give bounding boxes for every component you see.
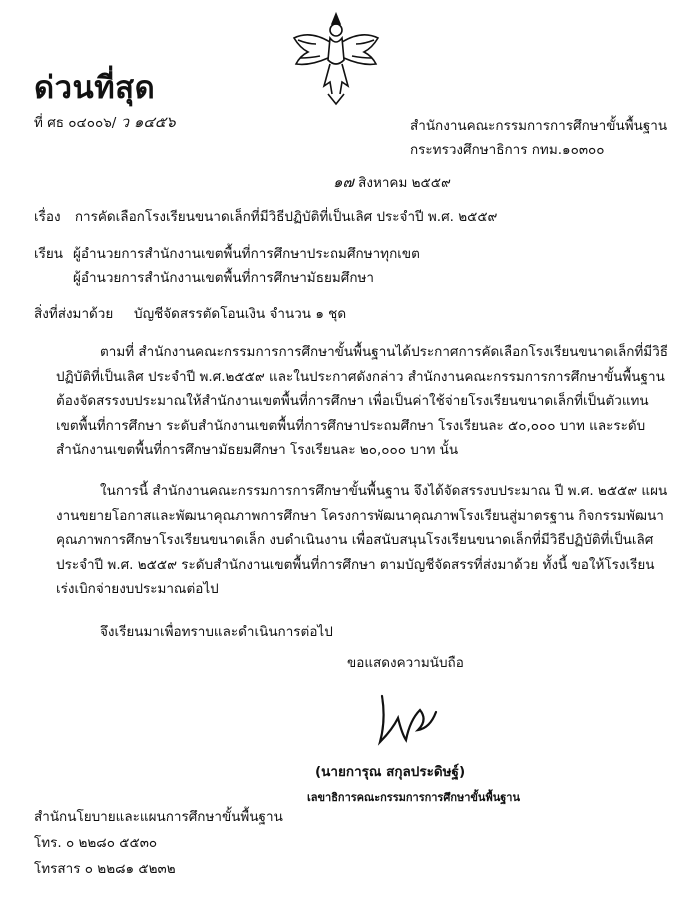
footer-fax: โทรสาร ๐ ๒๒๘๑ ๕๒๓๒ bbox=[34, 861, 176, 877]
date-day-handwritten: ๑๗ bbox=[333, 173, 354, 191]
subject-line bbox=[34, 208, 497, 226]
enclosure-text: บัญชีจัดสรรตัดโอนเงิน จำนวน ๑ ชุด bbox=[134, 306, 347, 322]
signatory-name: (นายการุณ สกุลประดิษฐ์) bbox=[315, 764, 466, 780]
garuda-emblem-icon bbox=[286, 8, 386, 108]
office-address: กระทรวงศึกษาธิการ กทม.๑๐๓๐๐ bbox=[410, 142, 605, 158]
date-month-year: สิงหาคม ๒๕๕๙ bbox=[358, 175, 451, 191]
reference-handwritten: ว ๑๔๕๖ bbox=[120, 113, 176, 131]
subject-label: เรื่อง bbox=[34, 209, 61, 225]
urgency-heading: ด่วนที่สุด bbox=[34, 70, 156, 106]
reference-number bbox=[34, 113, 176, 132]
office-name: สำนักงานคณะกรรมการการศึกษาขั้นพื้นฐาน bbox=[410, 118, 668, 134]
handwritten-signature-icon bbox=[372, 690, 442, 750]
recipient-line-2: ผู้อำนวยการสำนักงานเขตพื้นที่การศึกษามัธยมศึกษา bbox=[73, 270, 374, 286]
footer-phone: โทร. ๐ ๒๒๘๐ ๕๕๓๐ bbox=[34, 835, 158, 851]
recipient-label: เรียน bbox=[34, 246, 64, 262]
signatory-position: เลขาธิการคณะกรรมการการศึกษาขั้นพื้นฐาน bbox=[307, 791, 520, 804]
regards: ขอแสดงความนับถือ bbox=[347, 655, 464, 671]
footer-department: สำนักนโยบายและแผนการศึกษาขั้นพื้นฐาน bbox=[34, 809, 283, 825]
recipient-line-1: ผู้อำนวยการสำนักงานเขตพื้นที่การศึกษาประถมศึกษาทุกเขต bbox=[73, 246, 420, 262]
reference-prefix: ที่ ศธ ๐๔๐๐๖/ bbox=[34, 115, 117, 131]
closing-request: จึงเรียนมาเพื่อทราบและดำเนินการต่อไป bbox=[100, 624, 333, 640]
body-paragraph-2: ในการนี้ สำนักงานคณะกรรมการการศึกษาขั้นพื้นฐาน จึงได้จัดสรรงบประมาณ ปี พ.ศ. ๒๕๕๙ แผนงานขยายโอกาสและพัฒนาคุณภาพการศึกษา โครงการพัฒนาคุณภาพโรงเรียนสู่มาตรฐาน กิจกรรมพัฒนาคุณภาพการศึกษาโรงเรียนขนาดเล็ก งบดำเนินงาน เพื่อสนับสนุนโรงเรียนขนาดเล็กที่มีวิธีปฏิบัติที่เป็นเลิศ ประจำปี พ.ศ. ๒๕๕๙ ระดับสำนักงานเขตพื้นที่การศึกษา ตามบัญชีจัดสรรที่ส่งมาด้วย ทั้งนี้ ขอให้โรงเรียนเร่งเบิกจ่ายงบประมาณต่อไป bbox=[56, 483, 668, 597]
subject-text: การคัดเลือกโรงเรียนขนาดเล็กที่มีวิธีปฏิบัติที่เป็นเลิศ ประจำปี พ.ศ. ๒๕๕๙ bbox=[74, 209, 498, 225]
body-paragraph-1: ตามที่ สำนักงานคณะกรรมการการศึกษาขั้นพื้นฐานได้ประกาศการคัดเลือกโรงเรียนขนาดเล็กที่มีวิธีปฏิบัติที่เป็นเลิศ ประจำปี พ.ศ.๒๕๕๙ และในประกาศดังกล่าว สำนักงานคณะกรรมการการศึกษาขั้นพื้นฐานต้องจัดสรรงบประมาณให้สำนักงานเขตพื้นที่การศึกษา เพื่อเป็นค่าใช้จ่ายโรงเรียนขนาดเล็กที่เป็นตัวแทนเขตพื้นที่การศึกษา ระดับสำนักงานเขตพื้นที่การศึกษาประถมศึกษา โรงเรียนละ ๕๐,๐๐๐ บาท และระดับสำนักงานเขตพื้นที่การศึกษามัธยมศึกษา โรงเรียนละ ๒๐,๐๐๐ บาท นั้น bbox=[56, 344, 669, 458]
enclosure-label: สิ่งที่ส่งมาด้วย bbox=[34, 306, 114, 322]
letter-date bbox=[333, 173, 451, 192]
